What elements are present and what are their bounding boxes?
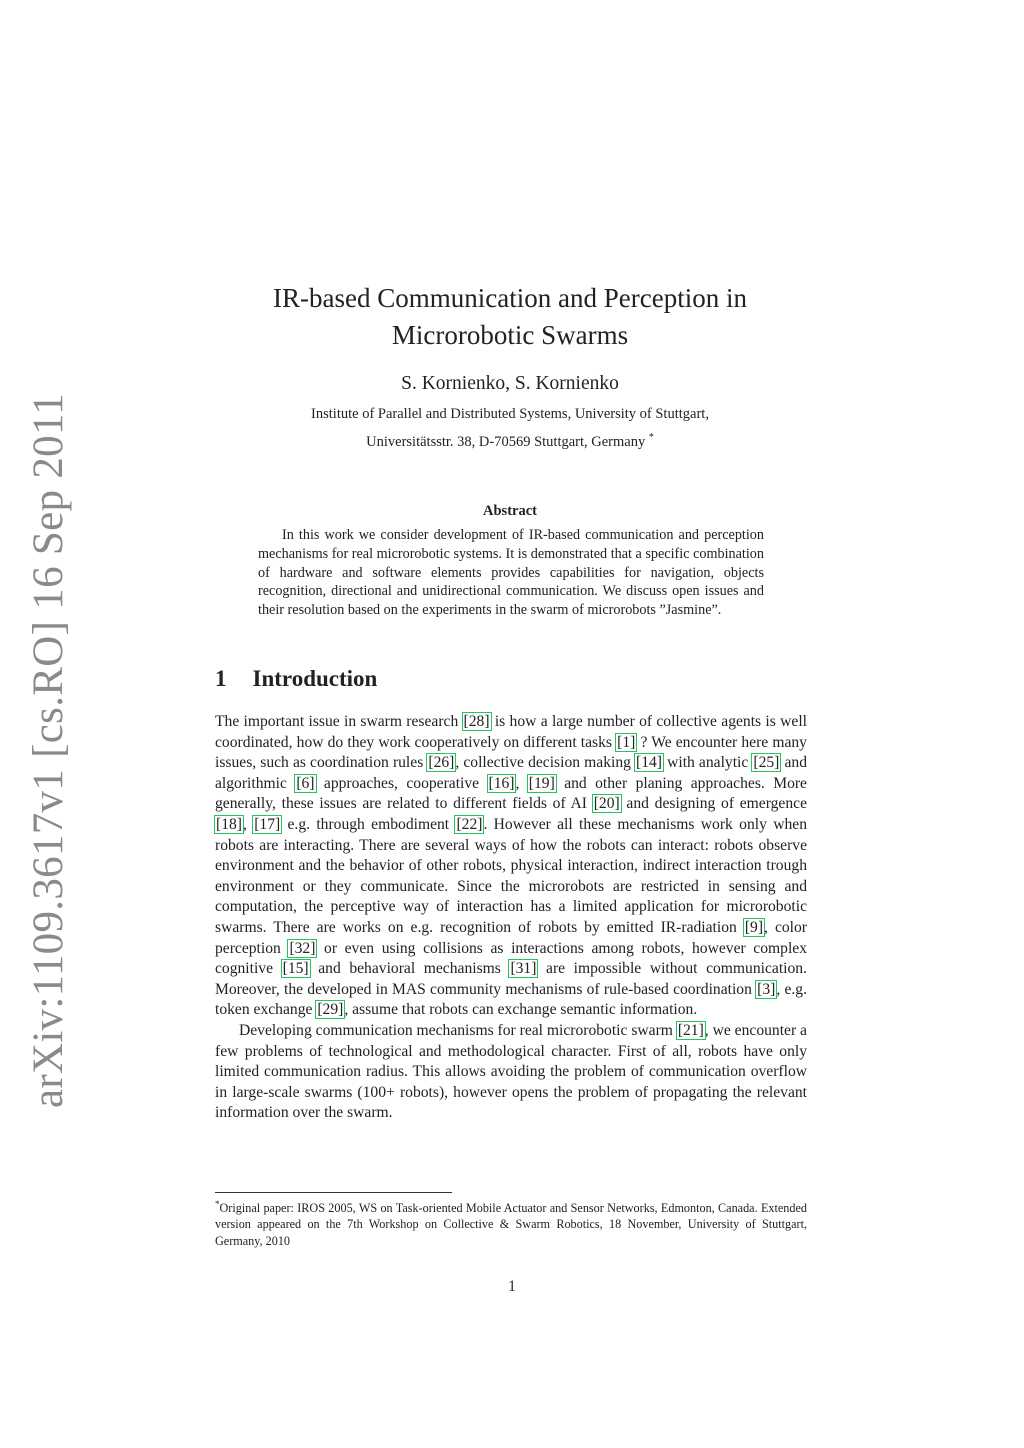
citation-link[interactable]: [17] [254, 815, 281, 833]
text-segment: and designing of emergence [620, 795, 807, 813]
citation-link[interactable]: [26] [428, 754, 455, 772]
text-segment: approaches, cooperative [315, 774, 488, 792]
affiliation-line-2 [180, 426, 840, 454]
citation-link[interactable]: [16] [488, 774, 515, 792]
citation-link[interactable]: [14] [636, 754, 662, 772]
authors: S. Kornienko, S. Kornienko [401, 373, 619, 394]
affiliation-line-1: Institute of Parallel and Distributed Systems, University of Stuttgart, [311, 406, 709, 422]
citation-link[interactable]: [20] [593, 795, 620, 813]
text-segment: The important issue in swarm research [215, 713, 463, 730]
affiliation [180, 402, 840, 454]
footnote-text: Original paper: IROS 2005, WS on Task-oriented Mobile Actuator and Sensor Networks, Edmonton, Canada. Extended version appeared on the 7th Workshop on Collective & Swarm Robotics, 18 November, University of Stuttgart, Germany, 2010 [215, 1201, 807, 1248]
citation-link[interactable]: [1] [617, 733, 636, 751]
text-segment: with analytic [663, 754, 753, 772]
affiliation-line-2-text: Universitätsstr. 38, D-70569 Stuttgart, Germany [366, 433, 646, 450]
abstract-heading: Abstract [483, 503, 537, 519]
title-line-1: IR-based Communication and Perception in [273, 283, 747, 313]
footnote-rule [215, 1192, 452, 1193]
text-segment: , e.g. token exchange [215, 980, 808, 1019]
text-segment: or even using collisions as interactions among robots, however complex cognitive [215, 939, 808, 978]
citation-link[interactable]: [19] [528, 774, 555, 792]
citation-link[interactable]: [22] [456, 815, 483, 833]
text-segment: , [515, 774, 528, 792]
citation-link[interactable]: [3] [757, 980, 776, 998]
section-heading [215, 666, 377, 692]
text-segment: , [242, 815, 254, 833]
citation-link[interactable]: [21] [677, 1021, 704, 1039]
text-segment: is how a large number of collective agents is well coordinated, how do they work cooperatively on different tasks [215, 713, 807, 751]
section-title: Introduction [252, 666, 378, 691]
citation-link[interactable]: [32] [289, 939, 316, 957]
paper-title [180, 280, 840, 354]
arxiv-stamp [18, 392, 78, 1108]
text-segment: . However all these mechanisms work only when robots are interacting. There are several ways of how the robots can interact: robots observe environment and the behavior of other robots, physical interaction, indirect interaction trough environment or they communicate. Since the microrobots are restricted in sensing and computation, the perceptive way of interaction has a limited application for microrobotic swarms. There are works on e.g. recognition of robots by emitted IR-radiation [215, 815, 807, 936]
paragraph-1 [215, 712, 807, 1021]
citation-link[interactable]: [15] [282, 960, 309, 978]
page-number: 1 [508, 1278, 516, 1295]
abstract-body: In this work we consider development of IR-based communication and perception mechanisms for real microrobotic systems. It is demonstrated that a specific combination of hardware and software elements provides capabilities for navigation, objects recognition, directional and unidirectional communication. We discuss open issues and their resolution based on the experiments in the swarm of microrobots ”Jasmine”. [258, 527, 764, 619]
citation-link[interactable]: [28] [463, 713, 490, 730]
text-segment: , we encounter a few problems of technological and methodological character. First of all, robots have only limited communication radius. This allows avoiding the problem of communication overflow in large-scale swarms (100+ robots), however opens the problem of propagating the relevant information over the swarm. [215, 1021, 807, 1122]
citation-link[interactable]: [6] [296, 774, 315, 792]
text-segment: and algorithmic [215, 754, 807, 792]
arxiv-stamp-text: arXiv:1109.3617v1 [cs.RO] 16 Sep 2011 [24, 392, 72, 1108]
citation-link[interactable]: [18] [216, 815, 242, 833]
citation-link[interactable]: [9] [744, 918, 764, 936]
footnote [215, 1196, 807, 1249]
title-line-2: Microrobotic Swarms [391, 320, 629, 350]
text-segment: , assume that robots can exchange semantic information. [344, 1001, 698, 1019]
text-segment: and behavioral mechanisms [309, 960, 510, 978]
citation-link[interactable]: [25] [753, 754, 780, 772]
section-number: 1 [215, 666, 227, 691]
text-segment: ? We encounter here many issues, such as coordination rules [215, 733, 807, 772]
body-text [215, 712, 807, 1124]
affiliation-footnote-mark[interactable]: * [648, 432, 654, 443]
citation-link[interactable]: [29] [317, 1001, 344, 1019]
text-segment: are impossible without communication. Moreover, the developed in MAS community mechanisms of rule-based coordination [215, 960, 807, 998]
footnote-mark: * [215, 1199, 220, 1209]
text-segment: , collective decision making [455, 754, 636, 772]
text-segment: , color perception [215, 918, 808, 957]
paragraph-2 [215, 1021, 807, 1124]
text-segment: Developing communication mechanisms for real microrobotic swarm [239, 1021, 677, 1039]
text-segment: and other planing approaches. More generally, these issues are related to different fields of AI [215, 774, 807, 813]
citation-link[interactable]: [31] [510, 960, 537, 978]
text-segment: e.g. through embodiment [281, 815, 456, 833]
